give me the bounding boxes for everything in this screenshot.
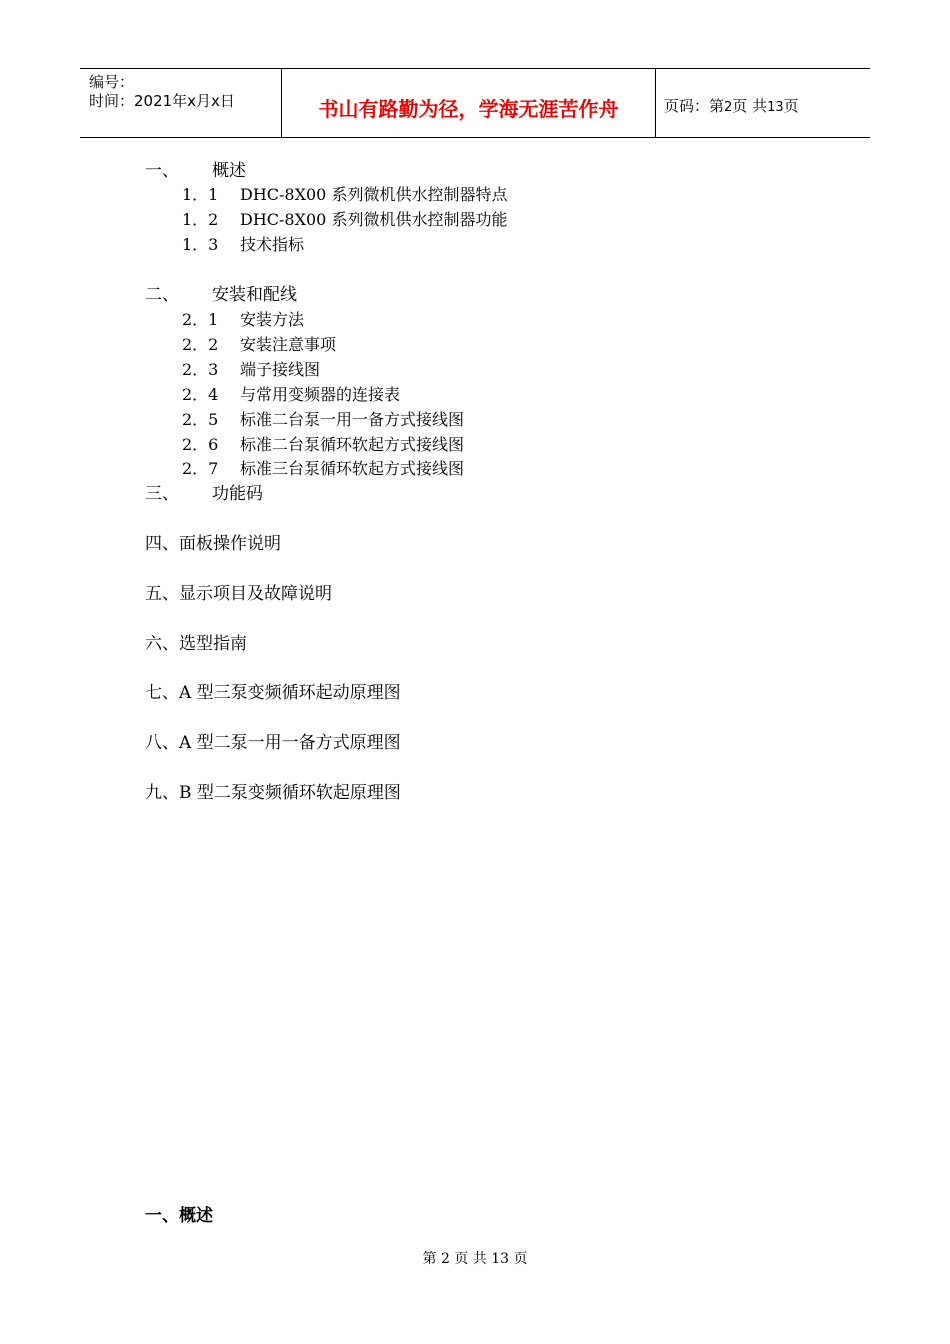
- toc-item-title: 标准二台泵一用一备方式接线图: [240, 410, 465, 429]
- toc-item-2-1: [182, 312, 304, 328]
- toc-item-title: 安装方法: [240, 310, 305, 329]
- body-section-heading: 一、概述: [145, 1206, 213, 1226]
- toc-section-5: 五、显示项目及故障说明: [145, 584, 332, 604]
- toc-item-2-6: [182, 437, 464, 453]
- page-prefix: 页码：第: [664, 97, 725, 115]
- page-info: [664, 95, 799, 116]
- page-current: 2: [724, 100, 733, 115]
- toc-item-number: 2．1: [182, 310, 219, 329]
- toc-item-number: 2．4: [182, 385, 219, 404]
- toc-section-4: 四、面板操作说明: [145, 534, 281, 554]
- toc-section-8: 八、A 型二泵一用一备方式原理图: [145, 733, 401, 753]
- page-mid: 页 共: [732, 97, 768, 115]
- toc-item-number: 2．6: [182, 435, 219, 454]
- code-label: 编号：: [89, 73, 135, 91]
- toc-item-number: 2．3: [182, 360, 219, 379]
- toc-item-2-3: [182, 362, 320, 378]
- toc-item-number: 1．1: [182, 185, 219, 204]
- toc-item-2-4: [182, 387, 400, 403]
- toc-item-title: 标准二台泵循环软起方式接线图: [240, 435, 465, 454]
- toc-item-title: 技术指标: [240, 235, 305, 254]
- toc-item-number: 1．2: [182, 210, 219, 229]
- toc-section-1: [145, 163, 246, 180]
- toc-item-2-7: [182, 461, 464, 477]
- toc-section-9: 九、B 型二泵变频循环软起原理图: [145, 783, 401, 803]
- toc-item-title: DHC-8X00 系列微机供水控制器功能: [240, 210, 508, 229]
- toc-section-title: 功能码: [212, 484, 263, 504]
- toc-item-number: 1．3: [182, 235, 219, 254]
- toc-section-2: [145, 287, 297, 304]
- toc-section-number: 三、: [145, 484, 179, 504]
- toc-section-title: 安装和配线: [212, 285, 297, 305]
- page-header: [80, 68, 870, 138]
- toc-section-6: 六、选型指南: [145, 634, 247, 654]
- toc-item-2-5: [182, 412, 464, 428]
- toc-item-title: 端子接线图: [240, 360, 321, 379]
- toc-item-1-3: [182, 237, 304, 253]
- toc-section-title: 概述: [212, 161, 246, 181]
- header-right-cell: [655, 69, 870, 137]
- toc-item-number: 2．7: [182, 459, 219, 478]
- toc-item-1-2: [182, 212, 507, 228]
- toc-section-number: 二、: [145, 285, 179, 305]
- toc-item-title: DHC-8X00 系列微机供水控制器特点: [240, 185, 508, 204]
- header-center-cell: [281, 69, 656, 137]
- toc-item-number: 2．5: [182, 410, 219, 429]
- header-left-cell: [80, 69, 281, 137]
- toc-section-number: 一、: [145, 161, 179, 181]
- time-label: 时间：2021年x月x日: [89, 92, 235, 110]
- page-total: 13: [767, 100, 784, 115]
- toc-item-number: 2．2: [182, 335, 219, 354]
- toc-item-1-1: [182, 187, 507, 203]
- toc-item-2-2: [182, 337, 336, 353]
- motto-text: 书山有路勤为径，学海无涯苦作舟: [318, 97, 619, 121]
- toc-item-title: 与常用变频器的连接表: [240, 385, 401, 404]
- toc-section-7: 七、A 型三泵变频循环起动原理图: [145, 683, 401, 703]
- toc-section-3: [145, 486, 263, 503]
- page-footer: 第 2 页 共 13 页: [422, 1251, 528, 1267]
- page-suffix: 页: [783, 97, 799, 115]
- toc-item-title: 标准三台泵循环软起方式接线图: [240, 459, 465, 478]
- toc-item-title: 安装注意事项: [240, 335, 337, 354]
